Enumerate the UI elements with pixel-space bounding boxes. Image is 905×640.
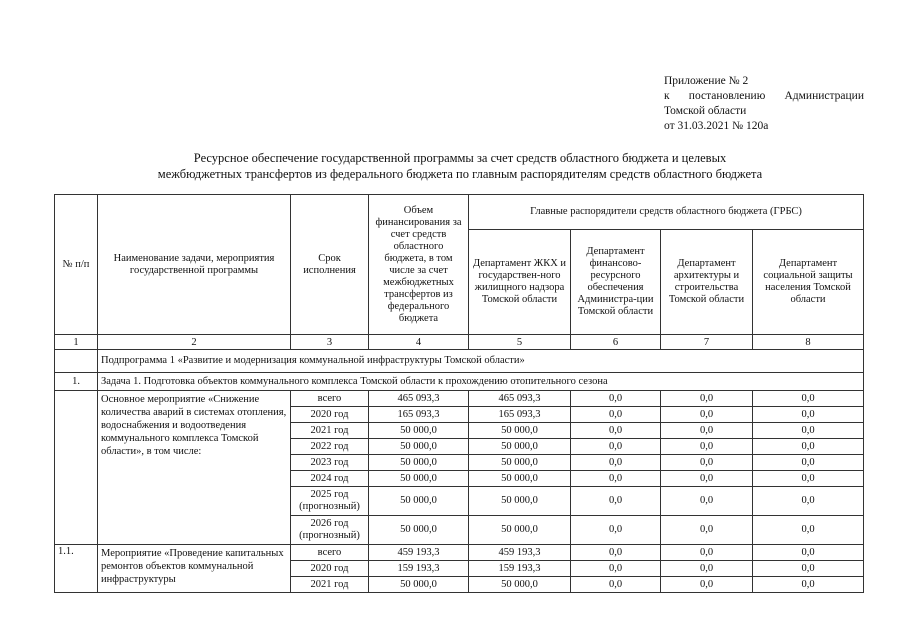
dept2-cell: 0,0 bbox=[571, 487, 661, 516]
dept3-cell: 0,0 bbox=[661, 455, 753, 471]
subprogram-title: Подпрограмма 1 «Развитие и модернизация коммунальной инфраструктуры Томской области» bbox=[98, 350, 864, 373]
dept4-cell: 0,0 bbox=[753, 516, 864, 545]
dept1-cell: 50 000,0 bbox=[469, 487, 571, 516]
col-num: 3 bbox=[291, 335, 369, 350]
dept3-cell: 0,0 bbox=[661, 391, 753, 407]
total-cell: 50 000,0 bbox=[369, 439, 469, 455]
dept1-cell: 50 000,0 bbox=[469, 455, 571, 471]
main-activity-name: Основное мероприятие «Снижение количества аварий в системах отопления, водоснабжения и водоотведения коммунального комплекса Томской области», в том числе: bbox=[98, 391, 291, 545]
dept1-cell: 50 000,0 bbox=[469, 423, 571, 439]
table-row bbox=[55, 545, 864, 561]
term-cell: всего bbox=[291, 545, 369, 561]
total-cell: 159 193,3 bbox=[369, 561, 469, 577]
term-cell: всего bbox=[291, 391, 369, 407]
activity-1-1-name: Мероприятие «Проведение капитальных ремонтов объектов коммунальной инфраструктуры bbox=[98, 545, 291, 593]
header-name: Наименование задачи, мероприятия государственной программы bbox=[98, 195, 291, 335]
total-cell: 165 093,3 bbox=[369, 407, 469, 423]
term-cell: 2024 год bbox=[291, 471, 369, 487]
term-cell: 2021 год bbox=[291, 423, 369, 439]
dept3-cell: 0,0 bbox=[661, 577, 753, 593]
header-volume: Объем финансирования за счет средств областного бюджета, в том числе за счет межбюджетных трансфертов из федерального бюджета bbox=[369, 195, 469, 335]
col-num: 4 bbox=[369, 335, 469, 350]
col-num: 8 bbox=[753, 335, 864, 350]
term-cell: 2021 год bbox=[291, 577, 369, 593]
appendix-word-admin: Администрации bbox=[784, 90, 864, 102]
dept2-cell: 0,0 bbox=[571, 391, 661, 407]
dept4-cell: 0,0 bbox=[753, 471, 864, 487]
appendix-word-k: к bbox=[664, 90, 670, 102]
total-cell: 50 000,0 bbox=[369, 487, 469, 516]
dept2-cell: 0,0 bbox=[571, 423, 661, 439]
dept4-cell: 0,0 bbox=[753, 439, 864, 455]
table-row bbox=[55, 391, 864, 407]
title-line-1: Ресурсное обеспечение государственной программы за счет средств областного бюджета и целевых bbox=[193, 151, 727, 165]
term-cell: 2022 год bbox=[291, 439, 369, 455]
dept1-cell: 165 093,3 bbox=[469, 407, 571, 423]
dept1-cell: 50 000,0 bbox=[469, 439, 571, 455]
term-cell: 2020 год bbox=[291, 407, 369, 423]
col-num: 7 bbox=[661, 335, 753, 350]
dept1-cell: 459 193,3 bbox=[469, 545, 571, 561]
dept1-cell: 465 093,3 bbox=[469, 391, 571, 407]
dept1-cell: 50 000,0 bbox=[469, 516, 571, 545]
dept3-cell: 0,0 bbox=[661, 471, 753, 487]
header-dept-housing: Департамент ЖКХ и государствен-ного жилищного надзора Томской области bbox=[469, 230, 571, 335]
col-num: 5 bbox=[469, 335, 571, 350]
title-line-2: межбюджетных трансфертов из федерального бюджета по главным распорядителям средств областного бюджета bbox=[157, 167, 763, 181]
header-term: Срок исполнения bbox=[291, 195, 369, 335]
dept3-cell: 0,0 bbox=[661, 407, 753, 423]
dept3-cell: 0,0 bbox=[661, 487, 753, 516]
dept3-cell: 0,0 bbox=[661, 561, 753, 577]
total-cell: 50 000,0 bbox=[369, 516, 469, 545]
total-cell: 50 000,0 bbox=[369, 423, 469, 439]
header-num: № п/п bbox=[55, 195, 98, 335]
dept4-cell: 0,0 bbox=[753, 423, 864, 439]
dept3-cell: 0,0 bbox=[661, 545, 753, 561]
activity-1-1-num: 1.1. bbox=[55, 545, 98, 593]
appendix-line-2 bbox=[664, 89, 864, 104]
subprogram-row bbox=[55, 350, 864, 373]
dept1-cell: 50 000,0 bbox=[469, 577, 571, 593]
dept4-cell: 0,0 bbox=[753, 561, 864, 577]
dept4-cell: 0,0 bbox=[753, 487, 864, 516]
total-cell: 50 000,0 bbox=[369, 455, 469, 471]
header-grbs: Главные распорядители средств областного бюджета (ГРБС) bbox=[469, 195, 864, 230]
term-cell: 2026 год (прогнозный) bbox=[291, 516, 369, 545]
total-cell: 465 093,3 bbox=[369, 391, 469, 407]
dept2-cell: 0,0 bbox=[571, 471, 661, 487]
dept2-cell: 0,0 bbox=[571, 455, 661, 471]
dept4-cell: 0,0 bbox=[753, 391, 864, 407]
dept2-cell: 0,0 bbox=[571, 561, 661, 577]
dept3-cell: 0,0 bbox=[661, 516, 753, 545]
total-cell: 459 193,3 bbox=[369, 545, 469, 561]
document-title bbox=[110, 150, 810, 182]
col-num: 1 bbox=[55, 335, 98, 350]
header-dept-social: Департамент социальной защиты населения Томской области bbox=[753, 230, 864, 335]
appendix-block bbox=[664, 74, 864, 134]
term-cell: 2020 год bbox=[291, 561, 369, 577]
col-num: 6 bbox=[571, 335, 661, 350]
term-cell: 2025 год (прогнозный) bbox=[291, 487, 369, 516]
dept2-cell: 0,0 bbox=[571, 577, 661, 593]
dept2-cell: 0,0 bbox=[571, 439, 661, 455]
total-cell: 50 000,0 bbox=[369, 577, 469, 593]
appendix-line-1: Приложение № 2 bbox=[664, 75, 749, 87]
dept3-cell: 0,0 bbox=[661, 423, 753, 439]
dept4-cell: 0,0 bbox=[753, 577, 864, 593]
appendix-line-4: от 31.03.2021 № 120а bbox=[664, 120, 769, 132]
total-cell: 50 000,0 bbox=[369, 471, 469, 487]
task-row bbox=[55, 373, 864, 391]
appendix-line-3: Томской области bbox=[664, 105, 747, 117]
dept4-cell: 0,0 bbox=[753, 407, 864, 423]
dept4-cell: 0,0 bbox=[753, 545, 864, 561]
header-dept-finance: Департамент финансово-ресурсного обеспечения Администра-ции Томской области bbox=[571, 230, 661, 335]
dept3-cell: 0,0 bbox=[661, 439, 753, 455]
dept1-cell: 50 000,0 bbox=[469, 471, 571, 487]
col-num: 2 bbox=[98, 335, 291, 350]
dept2-cell: 0,0 bbox=[571, 407, 661, 423]
task-num: 1. bbox=[55, 373, 98, 391]
dept2-cell: 0,0 bbox=[571, 545, 661, 561]
column-number-row bbox=[55, 335, 864, 350]
header-dept-architecture: Департамент архитектуры и строительства Томской области bbox=[661, 230, 753, 335]
dept1-cell: 159 193,3 bbox=[469, 561, 571, 577]
appendix-word-decree: постановлению bbox=[688, 90, 766, 102]
dept2-cell: 0,0 bbox=[571, 516, 661, 545]
resource-table bbox=[54, 194, 864, 593]
dept4-cell: 0,0 bbox=[753, 455, 864, 471]
task-title: Задача 1. Подготовка объектов коммунального комплекса Томской области к прохождению отопительного сезона bbox=[98, 373, 864, 391]
term-cell: 2023 год bbox=[291, 455, 369, 471]
